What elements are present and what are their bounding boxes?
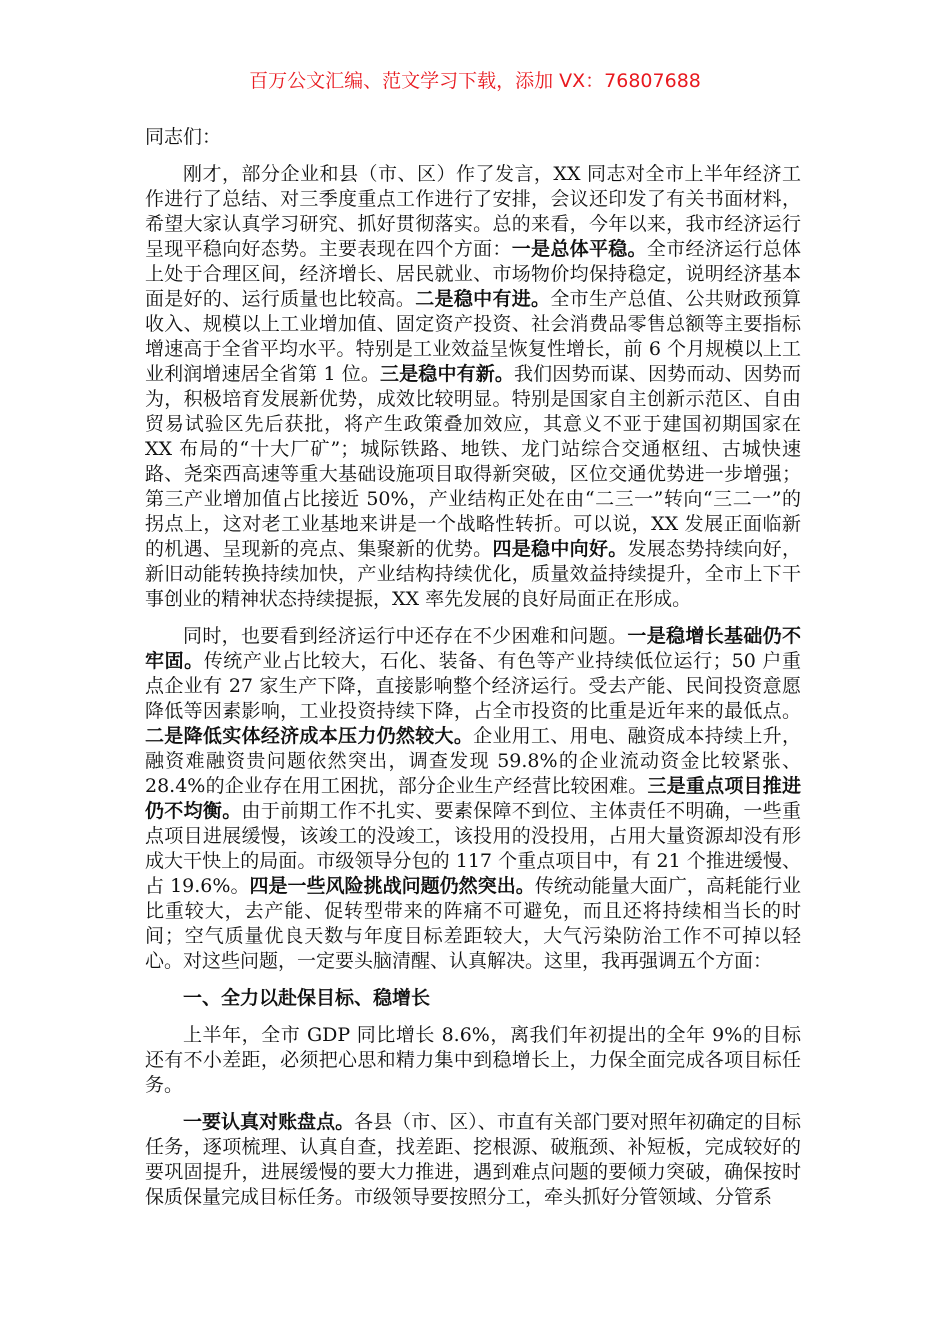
bold-phrase: 二是稳中有进。 [415, 288, 551, 310]
text-run: 我们因势而谋、因势而动、因势而为，积极培育发展新优势，成效比较明显。特别是国家自主创新示范区、自由贸易试验区先后获批，将产生政策叠加效应，其意义不亚于建国初期国家在 XX 布局的“十大厂矿”；城际铁路、地铁、龙门站综合交通枢纽、古城快速路、尧栾西高速等重大基础设施项目取得新突破，区位交通优势进一步增强；第三产业增加值占比接近 50%，产业结构正处在由“二三一”转向“三二一”的拐点上，这对老工业基地来讲是一个战略性转折。可以说，XX 发展正面临新的机遇、呈现新的亮点、集聚新的优势。 [145, 363, 801, 560]
text-run: 全市生产总值、公共财政预算收入、规模以上工业增加值、固定资产投资、社会消费品零售总额等主要指标增速高于全省平均水平。特别是工业效益呈恢复性增长，前 6 个月规模以上工业利润增速居全省第 1 位。 [145, 288, 801, 385]
bold-phrase: 三是重点项目推进仍不均衡。 [145, 775, 801, 822]
bold-phrase: 四是一些风险挑战问题仍然突出。 [249, 875, 535, 897]
text-run: 发展态势持续向好，新旧动能转换持续加快，产业结构持续优化，质量效益持续提升，全市上下干事创业的精神状态持续提振，XX 率先发展的良好局面正在形成。 [145, 538, 801, 610]
text-run: 传统产业占比较大，石化、装备、有色等产业持续低位运行；50 户重点企业有 27 家生产下降，直接影响整个经济运行。受去产能、民间投资意愿降低等因素影响，工业投资持续下降，占全市投资的比重是近年来的最低点。 [145, 650, 801, 722]
salutation: 同志们： [145, 126, 222, 148]
paragraph [145, 1023, 801, 1098]
bold-phrase: 一是稳增长基础仍不牢固。 [145, 625, 801, 672]
text-run: 同时，也要看到经济运行中还存在不少困难和问题。 [183, 625, 628, 647]
text-run: 全市经济运行总体上处于合理区间，经济增长、居民就业、市场物价均保持稳定，说明经济基本面是好的、运行质量也比较高。 [145, 238, 801, 310]
text-run: 企业用工、用电、融资成本持续上升，融资难融资贵问题依然突出，调查发现 59.8%的企业流动资金比较紧张、28.4%的企业存在用工困扰，部分企业生产经营比较困难。 [145, 725, 801, 797]
bold-phrase: 一、全力以赴保目标、稳增长 [183, 987, 431, 1009]
bold-phrase: 一要认真对账盘点。 [183, 1111, 355, 1133]
bold-phrase: 二是降低实体经济成本压力仍然较大。 [145, 725, 474, 747]
bold-phrase: 四是稳中向好。 [492, 538, 628, 560]
section-heading [145, 986, 801, 1011]
bold-phrase: 三是稳中有新。 [380, 363, 515, 385]
text-run: 传统动能量大面广，高耗能行业比重较大，去产能、促转型带来的阵痛不可避免，而且还将持续相当长的时间；空气质量优良天数与年度目标差距较大，大气污染防治工作不可掉以轻心。对这些问题，一定要头脑清醒、认真解决。这里，我再强调五个方面： [145, 875, 801, 972]
text-run: 刚才，部分企业和县（市、区）作了发言，XX 同志对全市上半年经济工作进行了总结、对三季度重点工作进行了安排，会议还印发了有关书面材料，希望大家认真学习研究、抓好贯彻落实。总的来看，今年以来，我市经济运行呈现平稳向好态势。主要表现在四个方面： [145, 163, 801, 260]
text-run: 由于前期工作不扎实、要素保障不到位、主体责任不明确，一些重点项目进展缓慢，该竣工的没竣工，该投用的没投用，占用大量资源却没有形成大干快上的局面。市级领导分包的 117 个重点项目中，有 21 个推进缓慢、占 19.6%。 [145, 800, 801, 897]
paragraph [145, 624, 801, 974]
bold-phrase: 一是总体平稳。 [511, 238, 647, 260]
text-run: 各县（市、区）、市直有关部门要对照年初确定的目标任务，逐项梳理、认真自查，找差距、挖根源、破瓶颈、补短板，完成较好的要巩固提升，进展缓慢的要大力推进，遇到难点问题的要倾力突破，确保按时保质保量完成目标任务。市级领导要按照分工，牵头抓好分管领域、分管系 [145, 1111, 801, 1208]
watermark-banner: 百万公文汇编、范文学习下载，添加 VX：76807688 [249, 70, 701, 92]
text-run: 上半年，全市 GDP 同比增长 8.6%，离我们年初提出的全年 9%的目标还有不小差距，必须把心思和精力集中到稳增长上，力保全面完成各项目标任务。 [145, 1024, 801, 1096]
paragraph [145, 162, 801, 612]
paragraph [145, 1110, 801, 1210]
document-body [145, 162, 801, 1222]
